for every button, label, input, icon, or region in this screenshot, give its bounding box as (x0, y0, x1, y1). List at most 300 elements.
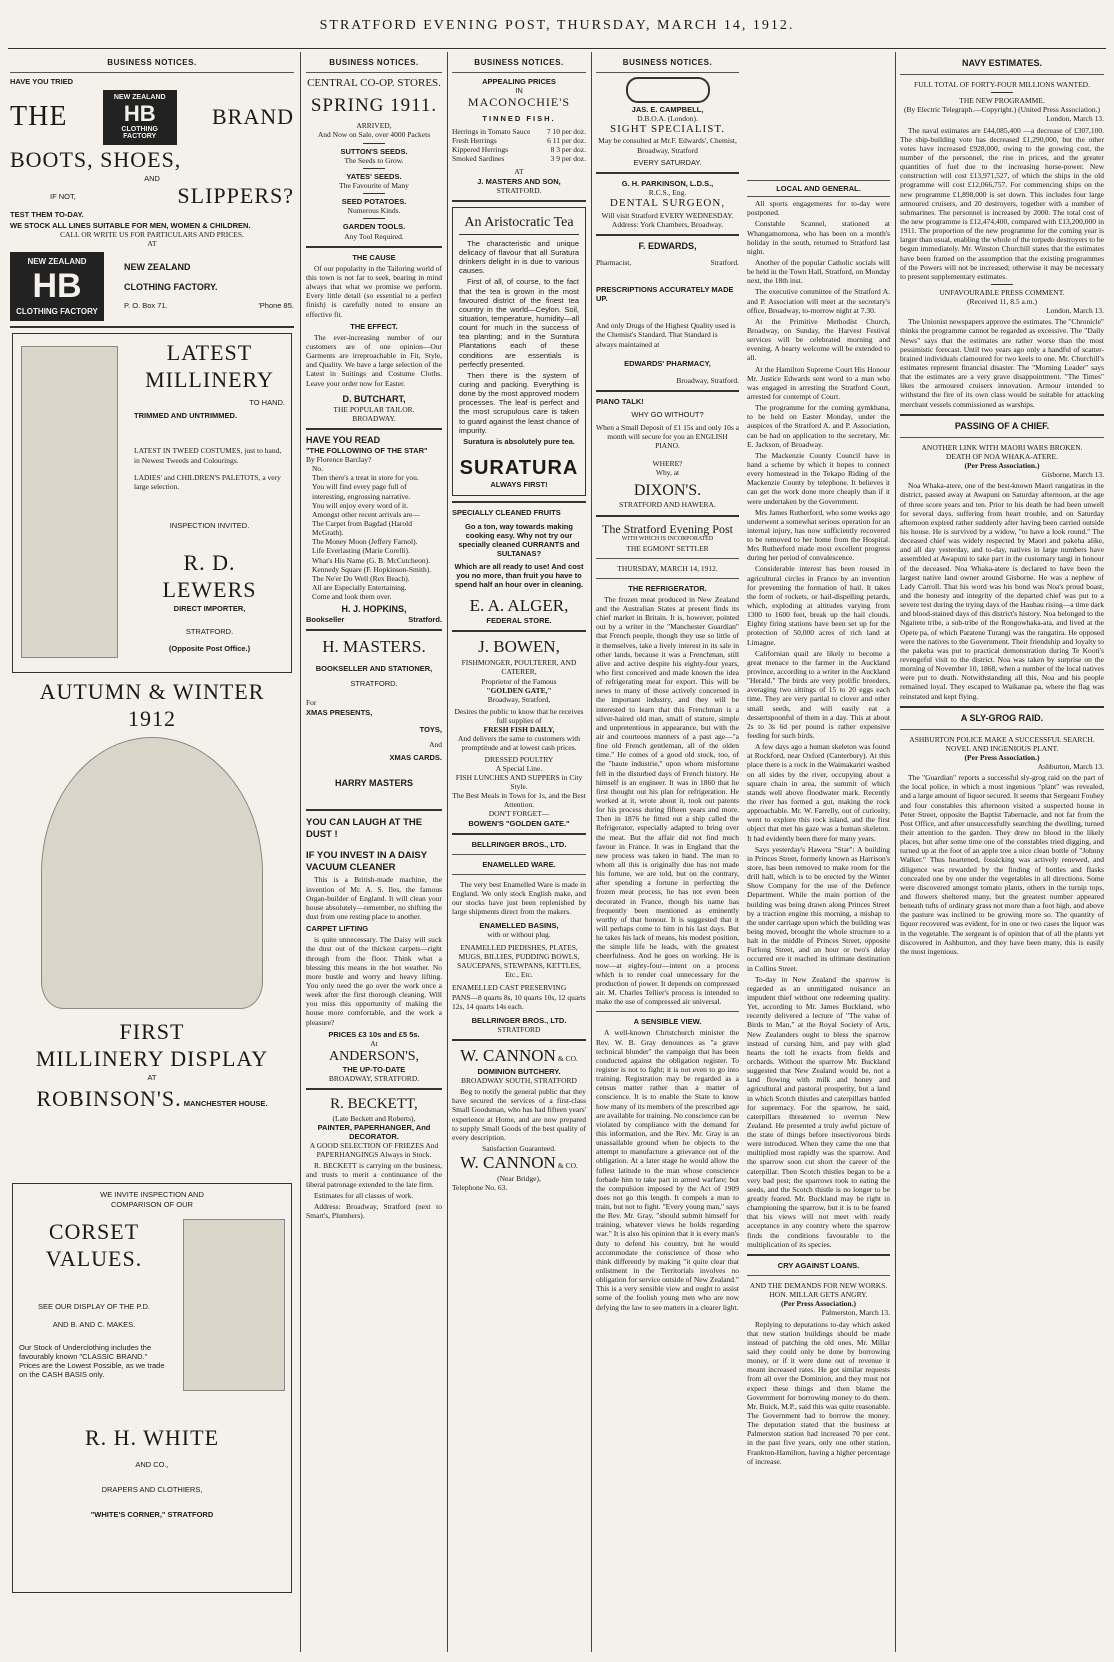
alger-text1: Go a ton, way towards making cooking easy. Why not try our specially cleaned CURRANTS and SULTANAS? (458, 521, 580, 559)
bowen-name: J. BOWEN, (478, 637, 560, 657)
robinson-advert (10, 679, 294, 1179)
hb-factory-logo (10, 252, 104, 322)
hb-factory-logo-bottom: CLOTHING FACTORY (16, 306, 98, 316)
bowen-golden: BOWEN'S "GOLDEN GATE." (468, 818, 570, 828)
fish-price-row (452, 127, 586, 136)
dixon-advert (596, 397, 739, 510)
local-paragraph: At the Primitive Methodist Church, Broadway, on Sunday, the Harvest Festival services will be celebrated morning and evening. A hearty welcome will be extended to all. (747, 316, 890, 363)
bowen-fish: FRESH FISH DAILY, (483, 725, 555, 735)
coop-advert (306, 77, 442, 241)
hopkins-line: What's His Name (G. B. McCutcheon). (312, 555, 430, 565)
bellringer-text: The very best Enamelled Ware is made in England. We only stock English make, and our stocks have just been replenished by large shipments direct from the makers. (452, 880, 586, 917)
fish-name: Fresh Herrings (452, 135, 497, 145)
edwards-text: And only Drugs of the Highest Quality used is the Chemist's Standard. That Standard is always maintained at (596, 321, 736, 349)
lewers-tohand: TO HAND. (249, 398, 285, 408)
butchart-tailor: THE POPULAR TAILOR. (333, 404, 415, 414)
lewers-opp: (Opposite Post Office.) (168, 644, 251, 654)
bowen-lunch: FISH LUNCHES AND SUPPERS in City Style. (455, 772, 583, 792)
column-rule (591, 52, 592, 1652)
loans-title: CRY AGAINST LOANS. (777, 1260, 860, 1270)
anderson-carpet: CARPET LIFTING (306, 924, 369, 934)
corset-display: SEE OUR DISPLAY OF THE P.D. (38, 1302, 150, 1312)
unfav-place: London, March 13. (1046, 306, 1104, 316)
parkinson-addr: Address: York Chambers, Broadway. (611, 219, 724, 229)
masters-advert (306, 637, 442, 789)
local-general-article (747, 180, 890, 1249)
column-header: BUSINESS NOTICES. (596, 52, 739, 73)
column-2 (306, 52, 442, 1652)
column-5 (900, 52, 1104, 1652)
paper-nameplate (596, 522, 739, 579)
loans-article (747, 1261, 890, 1466)
local-paragraphs (747, 199, 890, 1249)
bellringer-town: STRATFORD (497, 1025, 541, 1034)
anderson-laugh: YOU CAN LAUGH AT THE DUST ! (306, 817, 423, 840)
chief-assoc: (Per Press Association.) (964, 461, 1040, 470)
chief-article (900, 421, 1104, 701)
maconochie-shop: J. MASTERS AND SON, (477, 176, 561, 186)
cannon-name2: W. CANNON (460, 1153, 556, 1173)
hb-stock: WE STOCK ALL LINES SUITABLE FOR MEN, WOMEN & CHILDREN. (10, 221, 251, 231)
cannon-co: & CO. (557, 1054, 578, 1064)
lewers-inspection: INSPECTION INVITED. (169, 520, 250, 530)
refrigerator-text: The frozen meat produced in New Zealand and the Australian States at present finds its chief market in Britain. It is, however, pointed out by a writer in the "Manchester Guardian" that French people, though they use so little of it themselves, take a lively interest in its sale in other lands, because it was a Frenchman, still alive and active despite his eighty-four years, who first conceived and made known the idea of refrigerating meat for export. This will be news to many of those actively concerned in the important industry, and they will be interested to learn that this Frenchman is a silver-haired old man, small of stature, simple and unpretentious in appearance, but with the air and courteous manners of a past age—"a fine old French gentleman, all of the olden time." He comes of a good old stock, too, of the "haute industrie," upon whom misfortune fell in the disturbed days of French history. He himself is an engineer. It was in 1860 that he first thought out his plan for refrigeration. He worked at it, wrote about it, took out patents for his process during fifteen years and more. Then in 1876 he fitted out a ship called the Refrigerator, especially adapted to bring over the meat. But the affair did not find much favour in France. It was in England that the new process was taken in hand. The man to whom all this is originally due has not made his fortune, we are told, but on the contrary, after spending a fortune in perfecting the frozen meat process, he has not even been decorated in France, though his name has frequently been mentioned as eminently worthy of that honour. It is suggested that it will perhaps come to him in his last days. But he takes his lack of means, his modest position, the simple life he leads, with the greatest cheerfulness. And he goes on working. He is now—at eighty-four—intent on a process which is to render coal unnecessary for the production of power. It depends on compressed air. M. Charles Tellier's process is intended to make the use of compressed air universal. (596, 594, 739, 1007)
corset-invite: WE INVITE INSPECTION AND (100, 1190, 204, 1200)
campbell-title: SIGHT SPECIALIST. (610, 123, 725, 136)
anderson-prices: PRICES £3 10s and £5 5s. (328, 1029, 420, 1039)
hb-slippers: SLIPPERS? (177, 183, 294, 209)
hopkins-by: By Florence Barclay? (306, 455, 372, 465)
maconochie-tinned: TINNED FISH. (482, 113, 556, 123)
hb-logo-bottom: CLOTHING FACTORY (121, 125, 158, 141)
hb-logo-mid: HB (123, 100, 156, 126)
masters-and: And (429, 739, 442, 749)
unfav-title: UNFAVOURABLE PRESS COMMENT. (939, 287, 1065, 297)
dixon-where: WHERE? (652, 458, 683, 468)
corset-shop-name: R. H. WHITE (84, 1424, 220, 1450)
hopkins-line: You will find every page full of interesting, engrossing narrative. (312, 482, 411, 501)
bowen-prop: Proprietor of the Famous (481, 676, 557, 686)
hb-phone: 'Phone 85. (258, 301, 294, 311)
bowen-poultry: DRESSED POULTRY (484, 754, 554, 764)
alger-store: FEDERAL STORE. (486, 616, 552, 626)
hopkins-advert (306, 435, 442, 624)
fish-price: 7 10 per doz. (546, 126, 586, 136)
anderson-text: This is a British-made machine, the invention of Mr. A. S. Iles, the famous Organ-builder of England. It will clean your house absolutely—remember, no shifting the dust from one resting place to another. (306, 875, 442, 921)
anderson-advert (306, 817, 442, 1083)
butchart-cause: THE CAUSE (352, 252, 396, 262)
butchart-street: BROADWAY. (352, 413, 396, 423)
coop-title: CENTRAL CO-OP. STORES. (307, 76, 441, 89)
edwards-town: Stratford. (710, 257, 739, 267)
cannon-co2: & CO. (557, 1161, 578, 1171)
column-header: BUSINESS NOTICES. (10, 52, 294, 73)
suratura-always: ALWAYS FIRST! (490, 480, 548, 490)
coop-fav: The Favourite of Many (339, 181, 409, 191)
corset-drapers: DRAPERS AND CLOTHIERS, (101, 1484, 203, 1494)
local-title: LOCAL AND GENERAL. (747, 180, 890, 197)
cannon-sat: Satisfaction Guaranteed. (482, 1144, 556, 1153)
masthead: STRATFORD EVENING POST, THURSDAY, MARCH 14, 1912. (319, 18, 795, 33)
suratura-title: An Aristocratic Tea (459, 214, 579, 235)
masters-for: For (306, 698, 317, 708)
corset-comparison: COMPARISON OF OUR (111, 1199, 193, 1209)
coop-best: The Seeds to Grow. (344, 155, 404, 165)
hopkins-line: All are Especially Entertaining. (312, 583, 407, 593)
paper-date: THURSDAY, MARCH 14, 1912. (617, 563, 718, 573)
navy-title: NAVY ESTIMATES. (961, 58, 1042, 68)
maconochie-in: IN (515, 85, 523, 95)
column-rule (895, 52, 896, 1652)
parkinson-name: G. H. PARKINSON, L.D.S., (621, 178, 714, 188)
loans-sub2: HON. MILLAR GETS ANGRY. (769, 1290, 868, 1300)
sly-sub2: NOVEL AND INGENIOUS PLANT. (945, 743, 1059, 753)
bellringer-advert (452, 840, 586, 1034)
cannon-name: W. CANNON (460, 1046, 556, 1066)
loans-assoc: (Per Press Association.) (781, 1299, 856, 1309)
edwards-shop: EDWARDS' PHARMACY, (624, 358, 711, 368)
local-paragraph: Considerable interest has been roused in agricultural circles in France by an invention for preventing the formation of hail. It takes the form of rockets, or hail-dispelling petards, which, exploding at altitudes varying from 1300 to 1600 feet, break up the hail clouds. Eighty firing stations have been set up for the protection of 50,000 acres of rich land at Limagne. (747, 564, 890, 647)
slygrog-article (900, 713, 1104, 956)
hopkins-line: The Ne'er Do Well (Rex Beach). (312, 573, 410, 583)
bowen-addr: Broadway, Stratford, (487, 694, 551, 704)
local-paragraph: Californian quail are likely to become a great menace to the farmer in the Auckland province, according to a writer in the Auckland "Herald." The birds are very prolific breeders, averaging two sittings of 15 to 20 eggs each time. They are very partial to clover and other small seeds, and will easily eat a dessertspoonful of them in a day. This at about 2s to 3s 6d per pound is rather expensive feeding for such birds. (747, 648, 890, 741)
masters-name: H. MASTERS. (322, 637, 426, 657)
corset-co: AND CO., (135, 1459, 169, 1469)
robinson-at: AT (147, 1072, 157, 1082)
hb-logo (103, 90, 177, 145)
sly-assoc: (Per Press Association.) (964, 752, 1040, 762)
sensible-title: A SENSIBLE VIEW. (633, 1017, 702, 1027)
local-paragraph: At the Hamilton Supreme Court His Honour Mr. Justice Edwards sent word to a man who was engaged in arresting the Stratford Court, arrested for contempt of Court. (747, 364, 890, 401)
paper-settler: THE EGMONT SETTLER (626, 543, 709, 553)
anderson-addr: BROADWAY, STRATFORD. (328, 1074, 420, 1084)
hopkins-star: "THE FOLLOWING OF THE STAR" (306, 445, 428, 455)
local-paragraph: Another of the popular Catholic socials will be held in the Town Hall, Stratford, on Monday next, the 18th inst. (747, 257, 890, 286)
fish-name: Kippered Herrings (452, 145, 509, 155)
lewers-ladies: LADIES' and CHILDREN'S PALETOTS, a very large selection. (134, 472, 281, 491)
cannon-advert (452, 1046, 586, 1192)
bellringer-name2: BELLRINGER BROS., LTD. (471, 1015, 567, 1025)
local-paragraph: The programme for the coming gymkhana, to be held on Easter Monday, under the auspices of the Stratford A. and P. Association, can be had on application to the secretary, Mr. E. Jackson, of Broadway. (747, 403, 890, 449)
hopkins-list (312, 464, 442, 601)
maconochie-advert (452, 77, 586, 195)
sly-text: The "Guardian" reports a successful sly-grog raid on the part of the local police, in which a most ingenious "plant" was revealed, and a large amount of liquor secured. It seems that Sergeant Fouhey and four constables this afternoon visited a suspected house in Peter Street, opposite the Baptist Tabernacle, and not far from the Post Office, and after unsuccessfully searching the dwelling, turned their attention to the garden. They drew no blood in the likely places, but after some time one of the constables tried digging, and turned up at the foot of an apple tree a nice clean bottle of "Johnny Walker." Thus heartened, fossicking was actively renewed, and diligence was rewarded by the finding of bottles and flasks concealed one by one under the vegetables in all directions. Some were discovered amongst tomato plants, others in the turnip tops, and flowers sheltered many, but the greatest number appeared beneath tufts of ordinary grass not more than a foot high, and above the pasture was inclined to be growing more so. The quantity of liquor recovered was evident, for in one or two cases the liquor was in the vegetable. The sergeant is of opinion that of all the plants yet discovered in Ashburton, and they have been many, this is easily the most ingenious. (900, 773, 1104, 956)
anderson-carpet-text: is quite unnecessary. The Daisy will suck the dust out of the thickest carpets—right through from the floor. Think what a blessing this means in the hot weather. No more bustle and worry and heavy lifting. You only need the go over the work once a week after the first thorough cleaning. Will you miss this opportunity of making the house more comfortable, and the work a pleasure? (306, 935, 442, 1027)
bellringer-pans: ENAMELLED CAST PRESERVING PANS—8 quarts 8s, 10 quarts 10s, 12 quarts 12s, 14 quarts 14s each. (452, 983, 586, 1011)
dixon-name: DIXON'S. (633, 481, 702, 499)
refrigerator-article (596, 584, 739, 1006)
robinson-display: MILLINERY DISPLAY (35, 1045, 269, 1071)
cannon-near: (Near Bridge), (497, 1173, 541, 1183)
local-paragraph: All sports engagements for to-day were postponed. (747, 199, 890, 218)
corset-illustration (183, 1219, 285, 1391)
fish-price: 8 3 per doz. (550, 145, 586, 155)
campbell-dboa: D.B.O.A. (London). (637, 113, 698, 123)
alger-advert (452, 508, 586, 625)
corset-corner: "WHITE'S CORNER," STRATFORD (90, 1509, 214, 1519)
corset-stock: Our Stock of Underclothing includes the favourably known "CLASSIC BRAND." Prices are the Lowest Possible, as we trade on the CASH BASIS only. (19, 1342, 165, 1380)
anderson-store: THE UP-TO-DATE (342, 1065, 406, 1075)
navy-article (900, 52, 1104, 281)
anderson-at: At (370, 1038, 378, 1048)
parkinson-title: DENTAL SURGEON, (609, 197, 726, 210)
dixon-text: When a Small Deposit of £1 15s and only 10s a month will secure for you an ENGLISH PIANO. (596, 423, 739, 451)
lewers-latest: LATEST (166, 340, 253, 366)
divider (10, 326, 294, 328)
local-paragraph: Constable Scannel, stationed at Whangamomona, who has been on a month's holiday in the south, returned to Stratford last night. (747, 219, 890, 256)
butchart-effect: THE EFFECT. (350, 321, 398, 331)
butchart-effect-text: The ever-increasing number of our customers are of one opinion—Our Garments are irreproachable in Fit, Style, and Quality. We have a large selection of the Latest in Suitings and Costume Cloths. Leave your order now for Easter. (306, 332, 442, 388)
suratura-brand: SURATURA (459, 456, 579, 479)
fish-price: 3 9 per doz. (550, 154, 586, 164)
navy-sub1: FULL TOTAL OF FORTY-FOUR MILLIONS WANTED. (914, 79, 1090, 89)
bellringer-basins: ENAMELLED BASINS, (479, 920, 559, 930)
unfav-recv: (Received 11, 8.5 a.m.) (967, 297, 1037, 307)
bowen-special: A Special Line. (495, 763, 543, 773)
campbell-every: EVERY SATURDAY. (633, 157, 702, 167)
local-paragraph: Mrs James Rutherford, who some weeks ago underwent a somewhat serious operation for an internal injury, has now sufficiently recovered to be removed to her home from the Hospital. Mrs Rutherford made most excellent progress during her period of convalescence. (747, 507, 890, 563)
paper-sub: WITH WHICH IS INCORPORATED (621, 536, 714, 543)
navy-sub2: THE NEW PROGRAMME. (959, 96, 1045, 106)
local-paragraph: The Mackenzie County Council have in hand a scheme by which it hopes to connect every homestead in the Tekapo Riding of the Mackenzie County by telephone. It believes it can get the work done more cheaply than if it were undertaken by the Government. (747, 450, 890, 506)
local-paragraph: The executive committee of the Stratford A. and P. Association will meet at the secretary's office, Broadway, to-morrow night at 7.30. (747, 287, 890, 315)
coop-arrived: ARRIVED, (356, 121, 392, 131)
coop-any: Any Tool Required. (344, 231, 404, 241)
corset-makes: AND B. AND C. MAKES. (52, 1319, 136, 1329)
bellringer-basins2: with or without plug. (487, 929, 551, 939)
fish-price-row (452, 154, 586, 163)
hb-ifnot: IF NOT, (50, 191, 76, 201)
bowen-dont: DON'T FORGET— (488, 809, 550, 819)
coop-sutton: SUTTON'S SEEDS. (340, 146, 408, 156)
bowen-trade: FISHMONGER, POULTERER, AND CATERER, (461, 658, 577, 677)
hb-box: P. O. Box 71. (124, 301, 168, 311)
corset-values: VALUES. (45, 1245, 143, 1271)
suratura-p1: The characteristic and unique delicacy of flavour that all Suratura drinkers delight in is due to various causes. (459, 238, 579, 276)
coop-potatoes: SEED POTATOES. (341, 197, 407, 207)
robinson-house: MANCHESTER HOUSE. (183, 1098, 268, 1108)
chief-sub2: DEATH OF NOA WHAKA-ATERE. (946, 451, 1058, 461)
butchart-name: D. BUTCHART, (342, 393, 406, 404)
coop-sale: And Now on Sale, over 4000 Packets (317, 130, 431, 140)
suratura-p4: Suratura is absolutely pure tea. (463, 436, 575, 446)
beckett-addr: Address: Broadway, Stratford (next to Smart's, Plumbers). (306, 1201, 442, 1221)
parkinson-advert (596, 179, 739, 229)
maconochie-appeal: APPEALING PRICES (482, 76, 556, 86)
hopkins-name: H. J. HOPKINS, (341, 604, 407, 615)
alger-text2: Which are all ready to use! And cost you no more, than fruit you have to spend half an hour over in cleaning. (454, 562, 584, 590)
fish-price-row (452, 136, 586, 145)
fish-name: Smoked Sardines (452, 154, 505, 164)
bowen-text: Desires the public to know that he receives full supplies of (454, 706, 584, 726)
anderson-invest: IF YOU INVEST IN A DAISY VACUUM CLEANER (306, 850, 427, 873)
beckett-est: Estimates for all classes of work. (314, 1190, 414, 1200)
column-3 (452, 52, 586, 1652)
edwards-name: F. EDWARDS, (638, 240, 697, 251)
parkinson-visit: Will visit Stratford EVERY WEDNESDAY. (601, 210, 734, 220)
butchart-advert (306, 253, 442, 423)
maconochie-at: AT (514, 167, 524, 177)
suratura-p2: First of all, of course, to the fact that the tea is grown in the most favoured district of the finest tea country in the world—Ceylon. Soil, situation, temperature, humidity—all count for much in the success of tea planting; and in the Suratura Plantations each of these conditions are essentials is perfectly presented. (459, 277, 579, 369)
bellringer-list: ENAMELLED PIEDISHES, PLATES, MUGS, BILLIES, PUDDING BOWLS, SAUCEPANS, STEWPANS, KETTLES, Etc., Etc. (457, 942, 581, 980)
hb-nz: NEW ZEALAND (124, 262, 191, 273)
dixon-whyat: Why, at (655, 467, 680, 477)
edwards-pharm: Pharmacist, (596, 257, 632, 267)
masters-xmas: XMAS PRESENTS, (306, 707, 373, 717)
chief-text: Noa Whaka-atere, one of the best-known Maori rangatiras in the district, passed away at Awapuni on Saturday afternoon, at the age of three score years and ten. Prior to his death he had been unwell for several days, suffering from heart trouble, and on Saturday afternoon expired rather suddenly after having been carried outside his house. He is survived by a widow, "to have a look round." The deceased chief was widely respected by Maori and pakeha alike, and all day yesterday, and to-day, natives in large numbers have assembled at Awapuni to take part in the customary tangi in honour of the deceased. Noa Whaka-atere is declared to have been the largest native land owner around Gisborne. He was a nephew of Lady Carroll. That his word was his bond was Noa's proud boast, and the honesty and integrity of the departed chief was put to a severe test during the trying days of the Hauhau rising—a time dark and blood-stained days of this district's history. Noa belonged to the Ngaitete tribe, a sub-tribe of the Rongowhaka-ata, and lived at the Opete pa, of which Paratene Turangi was the rangatira. He opposed were the natives to the Government. Their friendship and loyalty to the pakeha was put to practical demonstration during Te Kooti's revengeful visit to the district. Noa was taken by surprise on the morning of November 10, 1868, when a number of the local natives were put to death. Notwithstanding all this, Noa and his people remained loyal. They escaped to Waikanae pa, where the flag was reinstated and kept flying. (900, 481, 1104, 701)
sly-sub1: ASHBURTON POLICE MAKE A SUCCESSFUL SEARCH. (909, 734, 1095, 744)
hb-advert (10, 77, 294, 322)
chief-title: PASSING OF A CHIEF. (954, 420, 1050, 431)
loans-place: Palmerston, March 13. (821, 1308, 890, 1318)
navy-text: The naval estimates are £44,085,400 —a decrease of £307,100. The ship-building vote has decreased £1,290,000, but the other votes have increased £928,000, owing to the growing cost, the number of the personnel, the rise in prices, and the greater quantities of fuel due to the increasing horse-power. New construction will cost £13,971,527, of which the ships in the old programme will cost £12,066,757. For commencing ships on the new programme £1,898,000 is set down. This includes four large armoured cruisers, and 20 destroyers, together with a number of submarines. The personnel is increased by 2000. The total cost of the new programme is £12,474,400, compared with £13,200,000 in 1911. The proportion of the new programme for the coming year is larger than usual, enabling the whole of the torpedo destroyers to be begun immediately. Mr. Winston Churchill states that the estimates have been framed on the assumption that the existing programmes of the Powers will not be increased; otherwise it may be necessary to present supplementary estimates. (900, 125, 1104, 281)
hb-lead: HAVE YOU TRIED (10, 76, 74, 86)
cannon-text: Beg to notify the general public that they have secured the services of a first-class Small Goodsman, who has had fifteen years' experience at Home, and are now prepared to supply Small Goods of the best quality of every description. (452, 1087, 586, 1142)
masthead-rule (8, 48, 1106, 49)
campbell-advert (596, 77, 739, 167)
paper-title: The Stratford Evening Post (602, 521, 733, 536)
fish-name: Herrings in Tomato Sauce (452, 126, 531, 136)
lewers-importer: DIRECT IMPORTER, (173, 603, 246, 613)
hb-call: CALL OR WRITE US FOR PARTICULARS AND PRICES. (60, 230, 244, 240)
hopkins-line: You will enjoy every word of it. (312, 500, 409, 510)
fish-price: 6 11 per doz. (547, 135, 586, 145)
hb-factory-logo-mid: HB (32, 267, 82, 306)
hopkins-line: Then there's a treat in store for you. (312, 473, 419, 483)
coop-kinds: Numerous Kinds. (347, 206, 401, 216)
beckett-text: R. BECKETT is carrying on the business, and trusts to merit a continuance of the liberal patronage extended to the late firm. (306, 1161, 442, 1189)
fish-price-list (452, 127, 586, 164)
lady-figure-illustration (21, 346, 118, 658)
campbell-consult: May be consulted at Mr.F. Edwards', Chemist, Broadway, Stratford (598, 136, 737, 155)
alger-fruits: SPECIALLY CLEANED FRUITS (452, 508, 561, 518)
hb-test: TEST THEM TO-DAY. (10, 209, 84, 219)
bowen-text2: And delivers the same to customers with promptitude and at lowest cash prices. (457, 734, 581, 753)
hb-factory: CLOTHING FACTORY. (124, 282, 218, 293)
beckett-advert (306, 1095, 442, 1220)
beckett-late: (Late Beckett and Roberts), (332, 1113, 416, 1123)
masters-harry: HARRY MASTERS (334, 778, 413, 789)
suratura-p3: Then there is the system of curing and packing. Everything is done by the most approved modern processes. The leaf is perfect and the most scrupulous care is taken to guard against the least chance of impurity. (459, 370, 579, 435)
hopkins-line: Life Everlasting (Marie Corelli). (312, 546, 410, 556)
bowen-meals: The Best Meals in Town for 1s, and the Best Attention. (452, 791, 586, 810)
lewers-name: R. D. LEWERS (162, 550, 257, 602)
beckett-name: R. BECKETT, (330, 1096, 418, 1113)
hb-the: THE (10, 101, 68, 133)
edwards-advert (596, 241, 739, 385)
cannon-tel: Telephone No. 63. (452, 1183, 508, 1193)
robinson-name: ROBINSON'S. (36, 1085, 182, 1111)
hb-factory-logo-top: NEW ZEALAND (27, 256, 87, 266)
unfav-text: The Unionist newspapers approve the estimates. The "Chronicle" thinks the programme cannot be regarded as excessive. The "Daily News" says that the estimates are rather worse than the most pessimistic forecast. Until two years ago only a handful of scatter-brained individuals clamoured for two keels to one. Mr. Churchill's estimates represent financial disaster. The "Morning Leader" says that the estimates are a very grave disappointment. "The Times" likes the armoured cruisers innovation. Armour intended to withstand the fire of its own class would be suitable for attacking merchant vessels commissioned as warships. (900, 317, 1104, 409)
hb-logo-top: NEW ZEALAND (113, 93, 166, 101)
suratura-advert (452, 207, 586, 497)
masters-cards: XMAS CARDS. (389, 753, 442, 762)
robinson-first: FIRST (119, 1019, 185, 1045)
sly-place: Ashburton, March 13. (1037, 762, 1104, 772)
lewers-advert (12, 333, 292, 673)
local-paragraph: To-day in New Zealand the sparrow is regarded as an unmitigated nuisance an impudent thief without one redeeming quality. Yet, according to Mr. James Buckland, who recently delivered a lecture of "The value of Birds to Man," at the Royal Society of Arts, New Zealanders ought to bless the sparrow instead of cursing him, and pay with glad hearts the toll he exacts from fields and orchards. Without the sparrow Mr. Buckland suggested that New Zealand would be, not a land flowing with milk and honey and agricultural and pastoral prosperity, but a land in which Scotch thistles and caterpillars battled for supremacy. For the sparrow, he said, caterpillars threatened to overrun New Zealand. He presented a truly awful picture of the state of things before insectivorous birds were introduced. When they came the one that multiplied most rapidly was the sparrow. And the sparrow soon cut short the career of the caterpillar. Then Scotch thistles began to be a very bad pest; the sparrows took to eating the seeds, and the Scotch thistle is no longer to be greatly feared. Mr. Buckland may be right in championing the sparrow, but it is to be feared that his views will not meet with ready acceptance in any country where the sparrow finds the conditions favourable to the multiplication of its species. (747, 974, 890, 1249)
anderson-name: ANDERSON'S, (328, 1048, 420, 1064)
loans-sub1: AND THE DEMANDS FOR NEW WORKS. (749, 1281, 888, 1291)
lewers-trimmed: TRIMMED AND UNTRIMMED. (134, 411, 238, 421)
sensible-text: A well-known Christchurch minister the Rev. W. B. Gray denounces as "a grave technical blunder" the campaign that has been conducted against the obligation register. To register is not to fight; it is not even to go into training. Registration may be regarded as a census matter rather than a matter of conscience. It is to enable the State to know how many of its members of the prescribed age are available for training. No conscience can be violated by compliance with the demand for this information, and the Rev. Mr. Gray is an unassailable ground when he objects to the attempt to manufacture a grievance out of the obligation. At a later stage he would allow the fullest latitude to the man whose conscience forbade him to take part in armed warfare; but the compulsion imposed by the Act of 1909 does not go this length. It compels a man to train, but not to fight. "Every young man," says the Rev. Mr. Gray, "should submit himself for training, whatever views he holds regarding war." It is also his opinion that it is every man's duty to defend his country, but he would accommodate the conscience of those who think differently by making "it quite clear that enlistment in the Territorials involves no obligation for service outside of New Zealand." This is a very sensible view and ought to assist some of the foolish young men who are now defying the law to see matters in a clearer light. (596, 1028, 739, 1312)
loans-text: Replying to deputations to-day which asked that new station buildings should be made instead of patching the old ones, Mr. Millar said they could only be done by borrowing money, or if it were done out of revenue it meant increased rates. He got similar requests from all over the Dominion, and they must not expect these things and then blame the Government for borrowing money to do them. Mr. Buick, M.P., said this was quite reasonable. The Government had to borrow the money. The deputation stated that the business at Palmerston station had increased 70 per cent. in the past five years, only one other station, Frankton-Hamilton, having a higher percentage of increase. (747, 1319, 890, 1466)
navy-place: London, March 13. (1046, 114, 1104, 124)
hb-and: AND (144, 173, 160, 183)
refrigerator-title: THE REFRIGERATOR. (628, 583, 707, 593)
butchart-cause-text: Of our popularity in the Tailoring world of this town is not far to seek, bearing in mind always that what we promise we perform. Every little detail (so essential to a perfect finish) is carefully noted to ensure an effective fit. (306, 263, 442, 319)
coop-yates: YATES' SEEDS. (346, 171, 402, 181)
hb-at: AT (147, 239, 157, 249)
dixon-piano: PIANO TALK! (596, 396, 644, 406)
dixon-why: WHY GO WITHOUT? (631, 410, 704, 420)
beckett-trade: PAINTER, PAPERHANGER, And DECORATOR. (317, 1122, 431, 1141)
hopkins-line: Amongst other recent arrivals are— (312, 509, 420, 519)
hopkins-line: The Money Moon (Jeffery Farnol). (312, 537, 418, 547)
coop-spring: SPRING 1911. (310, 95, 438, 117)
column-header: BUSINESS NOTICES. (306, 52, 442, 73)
column-rule (300, 52, 301, 1652)
column-rule (447, 52, 448, 1652)
hopkins-line: Come and look them over. (312, 592, 392, 602)
coop-tools: GARDEN TOOLS. (342, 222, 406, 232)
beckett-good: A GOOD SELECTION OF FRIEZES And PAPERHANGINGS Always in Stock. (309, 1141, 439, 1160)
chief-place: Gisborne, March 13. (1041, 470, 1104, 480)
hopkins-line: No. (312, 464, 324, 474)
lewers-tweed: LATEST IN TWEED COSTUMES, just to hand, in Newest Tweeds and Colourings. (134, 446, 282, 465)
hb-brand: BRAND (211, 104, 294, 130)
hopkins-line: Kennedy Square (F. Hopkinson-Smith). (312, 564, 432, 574)
white-corset-advert (12, 1183, 292, 1593)
parkinson-rcs: R.C.S., Eng. (648, 188, 687, 197)
maconochie-town: STRATFORD. (496, 185, 542, 195)
local-paragraph: Says yesterday's Hawera "Star": A building in Princes Street, formerly known as Harrison's store, has been removed to make room for the drill hall, which is to be erected by the Winter Show Company for the use of the Defence Department. While the main portion of the building was being drawn along Princes Street by a traction engine this morning, a mishap to the under carriage upon which the building was being moved, brought the whole structure to a halt in the middle of Princes Street, opposite Furlong Street, and an hour or two's delay occurred ere it reached its ultimate destination in Collins Street. (747, 844, 890, 973)
masters-town: STRATFORD. (350, 679, 398, 689)
column-1 (10, 52, 294, 1652)
hopkins-heard: HAVE YOU READ (306, 434, 381, 445)
masters-trade: BOOKSELLER AND STATIONER, (315, 664, 433, 674)
spectacles-icon (626, 77, 710, 103)
hat-lady-illustration (41, 737, 263, 1009)
cannon-addr: BROADWAY SOUTH, STRATFORD (461, 1076, 577, 1086)
dixon-towns: STRATFORD AND HAWERA. (619, 500, 716, 510)
hopkins-line: The Carpet from Bagdad (Harold McGrath). (312, 519, 412, 538)
bellringer-name: BELLRINGER BROS., LTD. (471, 839, 567, 849)
column-header: BUSINESS NOTICES. (452, 52, 586, 73)
unfavourable-article (900, 288, 1104, 409)
cannon-trade: DOMINION BUTCHERY. (477, 1066, 561, 1076)
robinson-year: 1912 (128, 706, 176, 732)
edwards-prescriptions: PRESCRIPTIONS ACCURATELY MADE UP. (596, 284, 734, 304)
lewers-town: STRATFORD. (185, 626, 234, 636)
hopkins-town: Stratford. (408, 615, 442, 625)
bellringer-enamel: ENAMELLED WARE. (482, 859, 556, 869)
bowen-advert (452, 637, 586, 827)
chief-sub1: ANOTHER LINK WITH MAORI WARS BROKEN. (921, 442, 1083, 452)
robinson-season: AUTUMN & WINTER (39, 679, 265, 705)
navy-assoc: (By Electric Telegraph.—Copyright.) (United Press Association.) (904, 105, 1100, 115)
bowen-gate: "GOLDEN GATE," (486, 685, 552, 695)
fish-price-row (452, 145, 586, 154)
masters-toys: TOYS, (419, 724, 442, 734)
hopkins-bookseller: Bookseller (306, 615, 345, 625)
hb-boots: BOOTS, SHOES, (10, 147, 182, 173)
campbell-name: JAS. E. CAMPBELL, (631, 104, 704, 114)
edwards-addr: Broadway, Stratford. (676, 375, 739, 385)
corset-title: CORSET (48, 1218, 140, 1244)
